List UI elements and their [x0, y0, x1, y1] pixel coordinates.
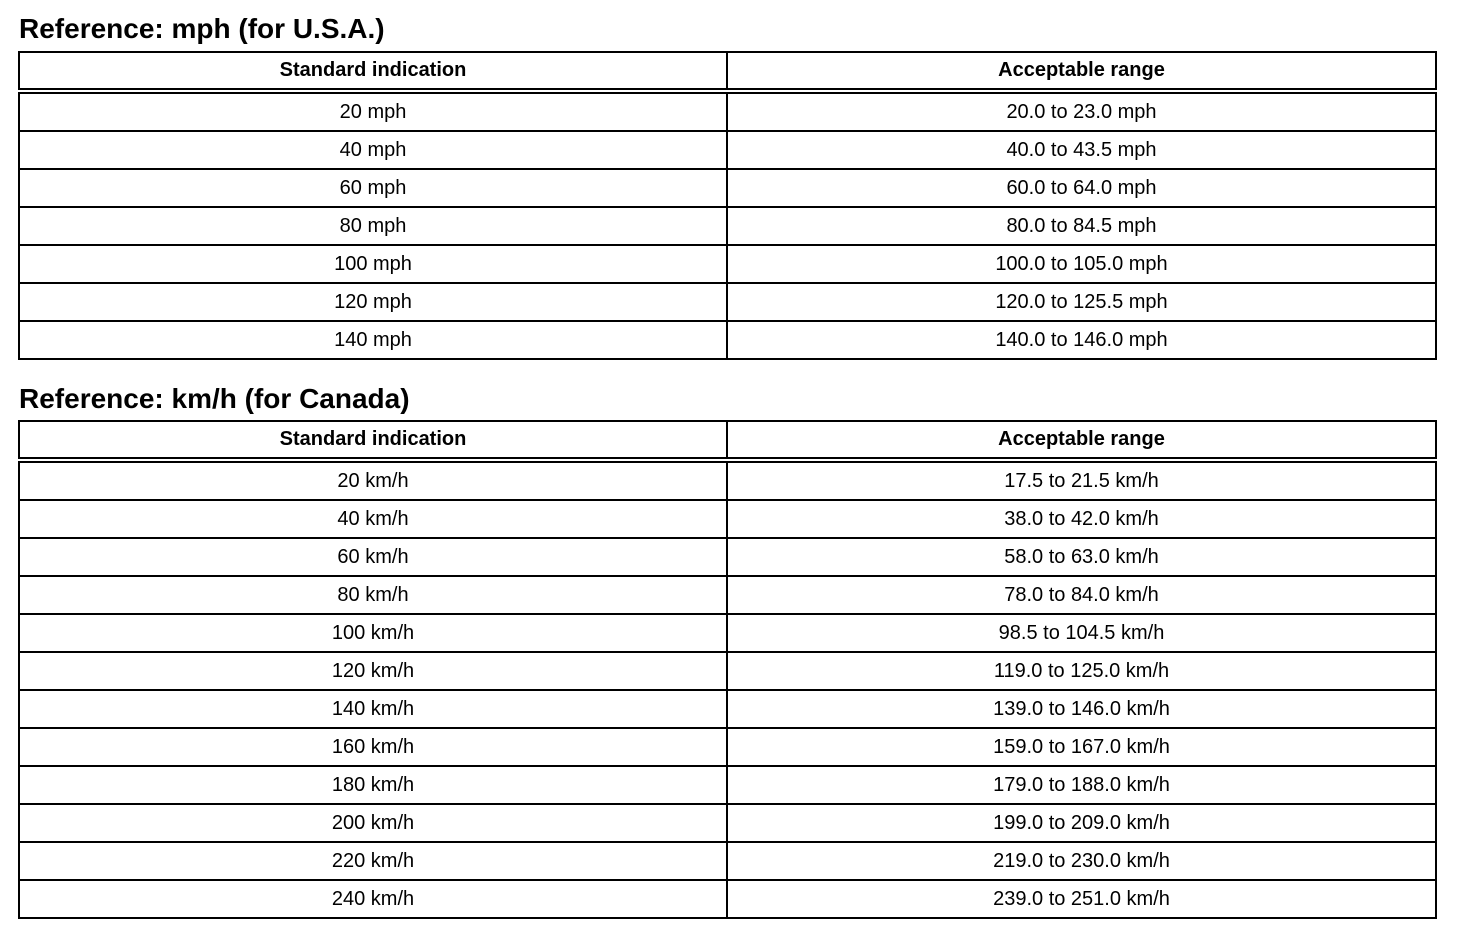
standard-indication-cell: 240 km/h	[19, 880, 727, 918]
acceptable-range-cell: 100.0 to 105.0 mph	[727, 245, 1436, 283]
table-row	[19, 804, 1436, 842]
standard-indication-cell: 80 mph	[19, 207, 727, 245]
acceptable-range-cell: 159.0 to 167.0 km/h	[727, 728, 1436, 766]
standard-indication-cell: 220 km/h	[19, 842, 727, 880]
standard-indication-cell: 120 km/h	[19, 652, 727, 690]
table-header-row	[19, 421, 1436, 460]
standard-indication-cell: 20 km/h	[19, 460, 727, 500]
acceptable-range-cell: 58.0 to 63.0 km/h	[727, 538, 1436, 576]
acceptable-range-cell: 98.5 to 104.5 km/h	[727, 614, 1436, 652]
acceptable-range-cell: 239.0 to 251.0 km/h	[727, 880, 1436, 918]
standard-indication-cell: 60 mph	[19, 169, 727, 207]
acceptable-range-cell: 119.0 to 125.0 km/h	[727, 652, 1436, 690]
table-row	[19, 880, 1436, 918]
table-row	[19, 500, 1436, 538]
table-row	[19, 321, 1436, 359]
column-header-standard: Standard indication	[19, 52, 727, 91]
table-row	[19, 690, 1436, 728]
table-row	[19, 91, 1436, 131]
standard-indication-cell: 140 km/h	[19, 690, 727, 728]
section-title-usa: Reference: mph (for U.S.A.)	[19, 13, 385, 44]
standard-indication-cell: 100 mph	[19, 245, 727, 283]
speed-table-usa	[18, 51, 1437, 360]
standard-indication-cell: 120 mph	[19, 283, 727, 321]
standard-indication-cell: 100 km/h	[19, 614, 727, 652]
standard-indication-cell: 140 mph	[19, 321, 727, 359]
standard-indication-cell: 20 mph	[19, 91, 727, 131]
table-row	[19, 576, 1436, 614]
table-row	[19, 842, 1436, 880]
speed-table-canada	[18, 420, 1437, 919]
section-title-canada: Reference: km/h (for Canada)	[19, 383, 410, 414]
column-header-range: Acceptable range	[727, 52, 1436, 91]
standard-indication-cell: 40 km/h	[19, 500, 727, 538]
acceptable-range-cell: 80.0 to 84.5 mph	[727, 207, 1436, 245]
acceptable-range-cell: 140.0 to 146.0 mph	[727, 321, 1436, 359]
acceptable-range-cell: 78.0 to 84.0 km/h	[727, 576, 1436, 614]
table-row	[19, 245, 1436, 283]
acceptable-range-cell: 17.5 to 21.5 km/h	[727, 460, 1436, 500]
acceptable-range-cell: 38.0 to 42.0 km/h	[727, 500, 1436, 538]
standard-indication-cell: 160 km/h	[19, 728, 727, 766]
acceptable-range-cell: 40.0 to 43.5 mph	[727, 131, 1436, 169]
column-header-standard: Standard indication	[19, 421, 727, 460]
standard-indication-cell: 40 mph	[19, 131, 727, 169]
acceptable-range-cell: 120.0 to 125.5 mph	[727, 283, 1436, 321]
table-row	[19, 614, 1436, 652]
table-row	[19, 283, 1436, 321]
table-row	[19, 728, 1436, 766]
acceptable-range-cell: 179.0 to 188.0 km/h	[727, 766, 1436, 804]
table-row	[19, 207, 1436, 245]
standard-indication-cell: 180 km/h	[19, 766, 727, 804]
table-header-row	[19, 52, 1436, 91]
acceptable-range-cell: 199.0 to 209.0 km/h	[727, 804, 1436, 842]
acceptable-range-cell: 139.0 to 146.0 km/h	[727, 690, 1436, 728]
table-row	[19, 169, 1436, 207]
standard-indication-cell: 200 km/h	[19, 804, 727, 842]
standard-indication-cell: 80 km/h	[19, 576, 727, 614]
table-row	[19, 538, 1436, 576]
acceptable-range-cell: 20.0 to 23.0 mph	[727, 91, 1436, 131]
acceptable-range-cell: 219.0 to 230.0 km/h	[727, 842, 1436, 880]
table-row	[19, 131, 1436, 169]
table-row	[19, 766, 1436, 804]
table-row	[19, 460, 1436, 500]
acceptable-range-cell: 60.0 to 64.0 mph	[727, 169, 1436, 207]
column-header-range: Acceptable range	[727, 421, 1436, 460]
standard-indication-cell: 60 km/h	[19, 538, 727, 576]
table-row	[19, 652, 1436, 690]
